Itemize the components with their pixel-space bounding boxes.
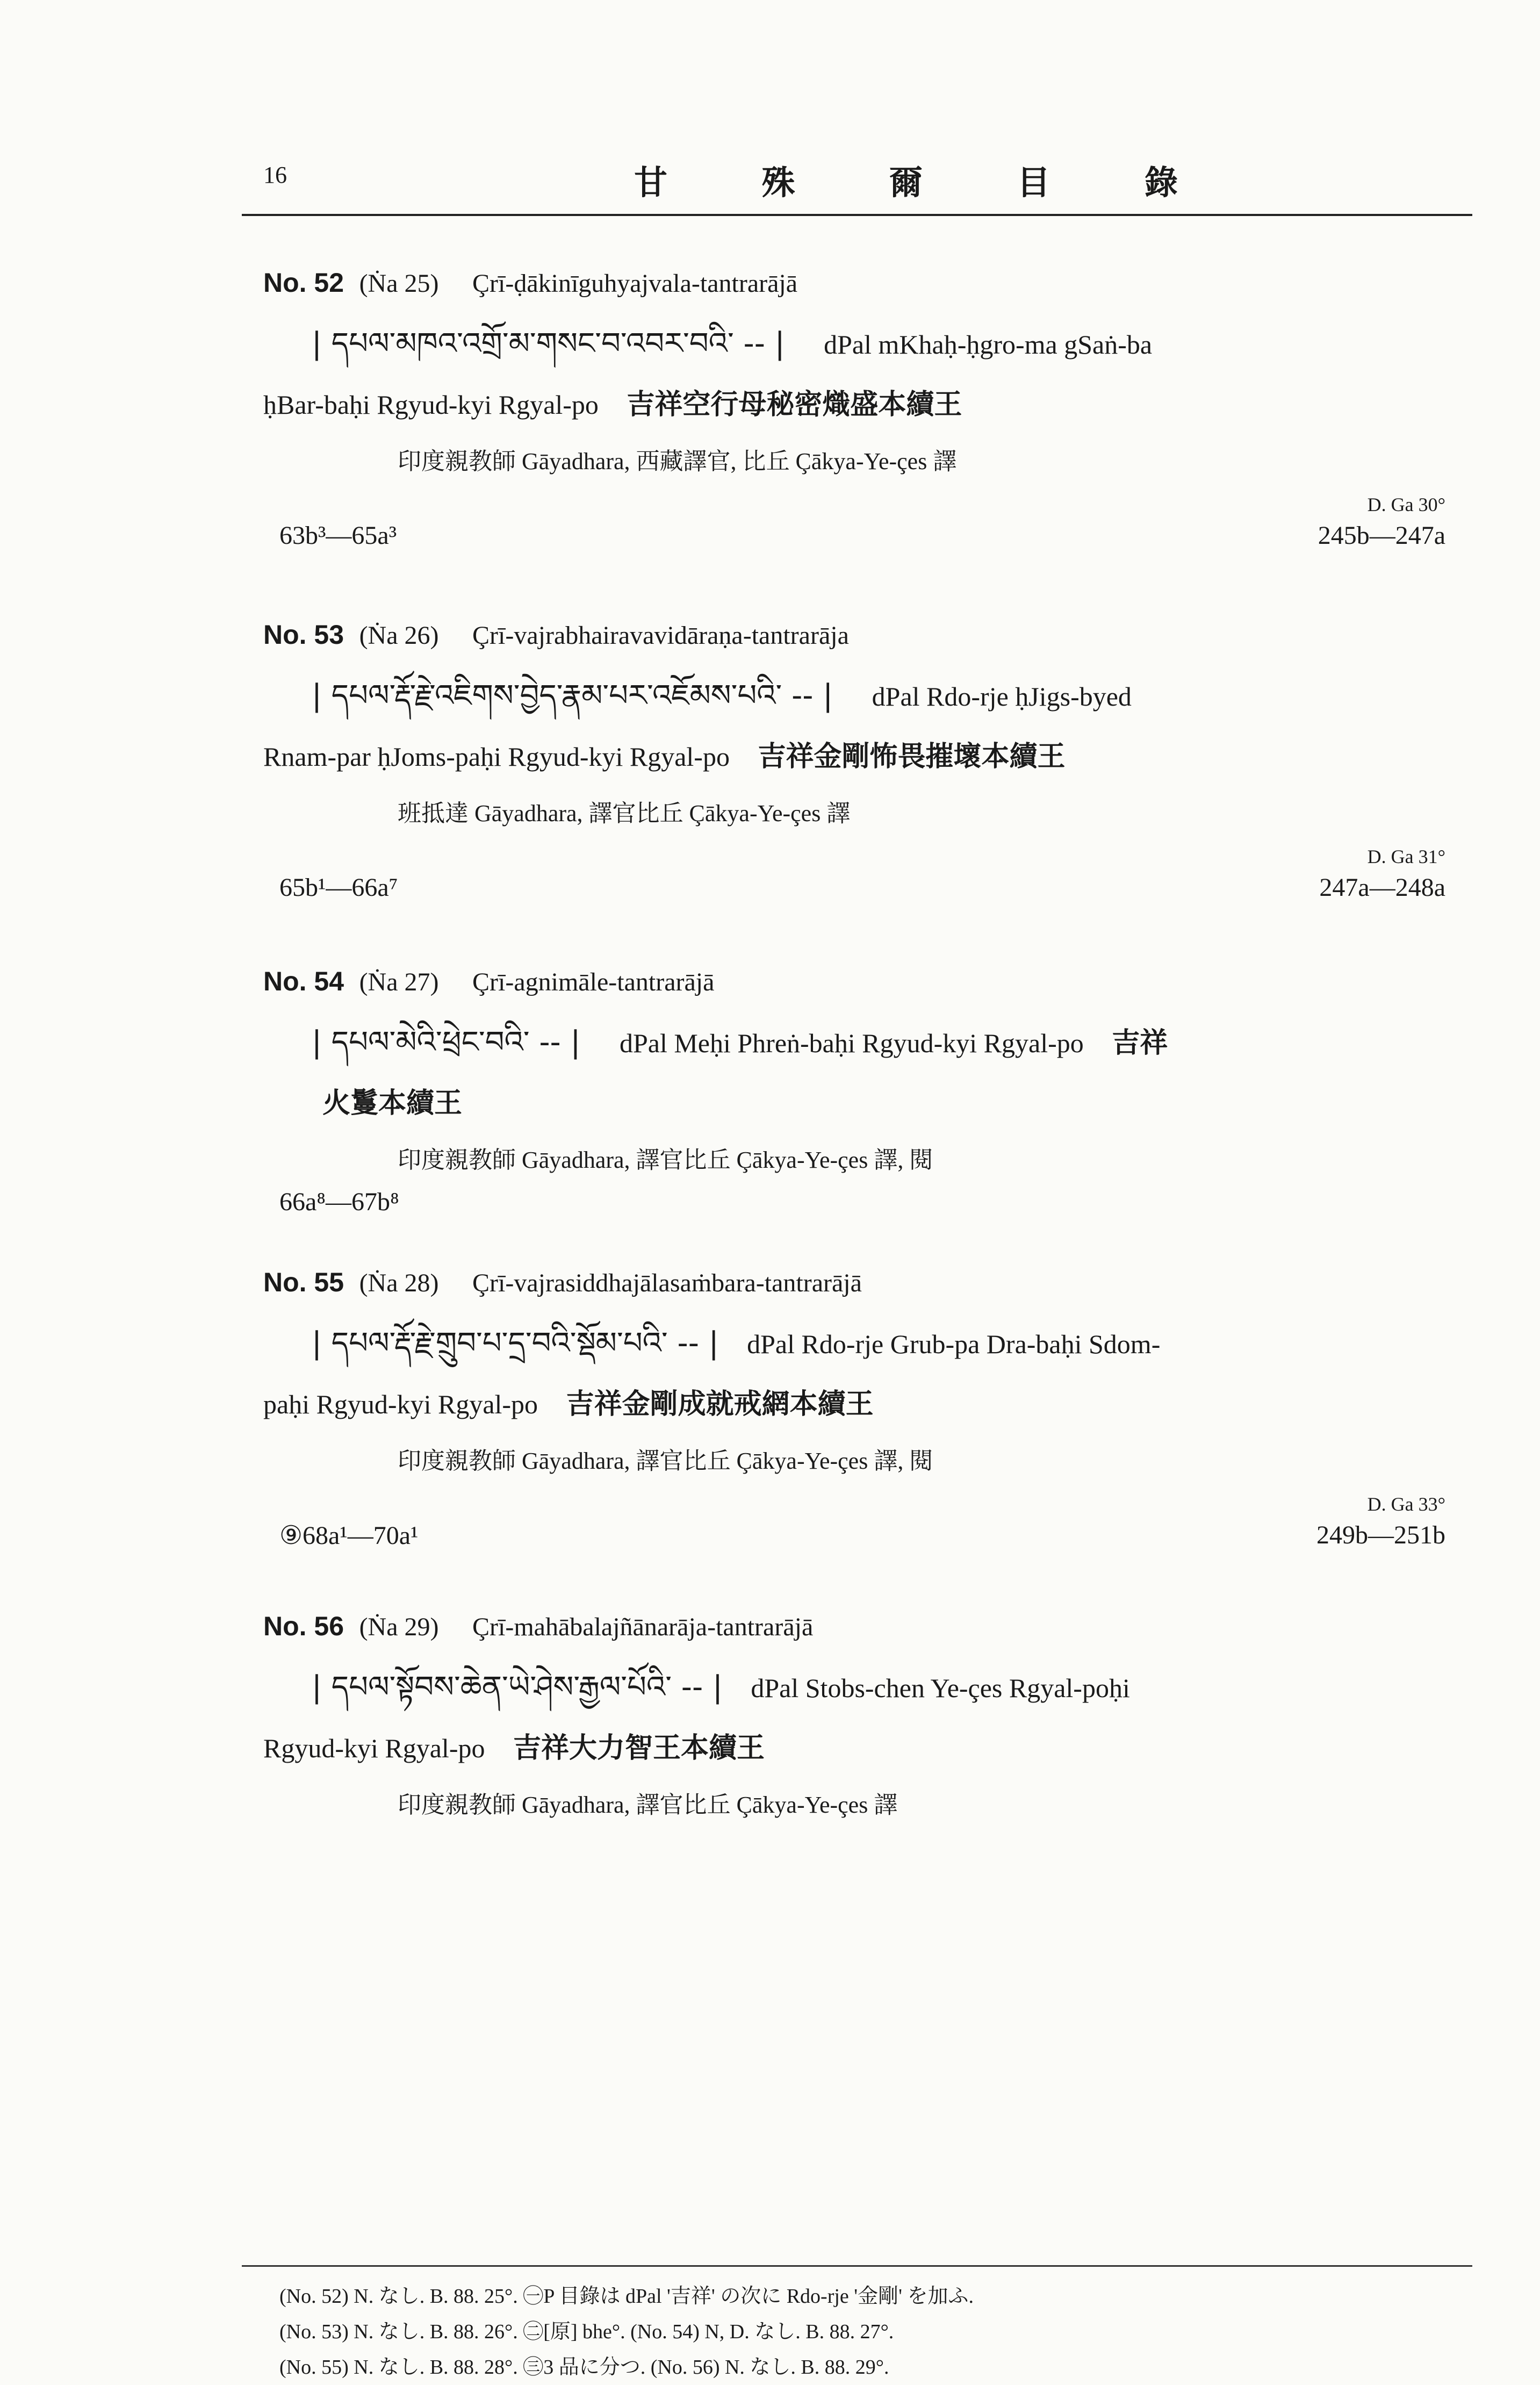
sanskrit-title: Çrī-vajrasiddhajālasaṁbara-tantrarājā <box>472 1269 862 1297</box>
entry-na: (Ṅa 27) <box>359 968 439 996</box>
folio-row <box>263 1187 1445 1235</box>
footnote-line: (No. 52) N. なし. B. 88. 25°. ㊀P 目錄は dPal '吉祥' の次に Rdo-rje '金剛' を加ふ. <box>279 2285 974 2308</box>
folio-right: 249b—251b <box>1316 1521 1445 1549</box>
chinese-title: 吉祥空行母秘密熾盛本續王 <box>627 389 962 421</box>
entry-number: No. 52 <box>263 268 344 298</box>
roman-title: dPal Rdo-rje ḥJigs-byed <box>872 681 1132 712</box>
chinese-title: 吉祥大力智王本續王 <box>513 1732 765 1764</box>
translator-line: 印度親教師 Gāyadhara, 譯官比丘 Çākya-Ye-çes 譯, 閱 <box>398 1448 933 1474</box>
tibetan-title: | དཔལ་སྟོབས་ཆེན་ཡེ་ཤེས་རྒྱལ་པོའི་ -- | <box>312 1670 723 1705</box>
entry-na: (Ṅa 26) <box>359 621 439 650</box>
roman-title: dPal Meḥi Phreṅ-baḥi Rgyud-kyi Rgyal-po <box>619 1028 1084 1058</box>
entry-53 <box>263 605 1445 921</box>
derge-ref: D. Ga 30° <box>1367 494 1445 515</box>
folio-left: 65b¹—66a⁷ <box>279 873 398 902</box>
derge-ref: D. Ga 33° <box>1367 1493 1445 1515</box>
entry-number: No. 53 <box>263 620 344 650</box>
sanskrit-title: Çrī-ḍākinīguhyajvala-tantrarājā <box>472 269 798 298</box>
entry-55 <box>263 1252 1445 1569</box>
derge-ref: D. Ga 31° <box>1367 846 1445 867</box>
entry-na: (Ṅa 29) <box>359 1613 439 1641</box>
chinese-title: 吉祥金剛怖畏摧壞本續王 <box>758 741 1066 773</box>
page-number: 16 <box>263 162 287 188</box>
entry-52 <box>263 253 1445 569</box>
header-rule <box>242 214 1472 216</box>
roman-title: dPal Rdo-rje Grub-pa Dra-baḥi Sdom- <box>747 1329 1161 1359</box>
tibetan-title: | དཔལ་རྡོ་རྗེ་འཇིགས་བྱེད་རྣམ་པར་འཇོམས་པའི་ -- | <box>312 678 833 713</box>
folio-right: 245b—247a <box>1318 521 1445 550</box>
footnotes <box>279 2279 1462 2385</box>
folio-left: 63b³—65a³ <box>279 521 397 550</box>
entry-na: (Ṅa 28) <box>359 1269 439 1297</box>
folio-row <box>263 873 1445 921</box>
translator-line: 班抵達 Gāyadhara, 譯官比丘 Çākya-Ye-çes 譯 <box>398 800 851 827</box>
page-title: 甘 殊 爾 目 錄 <box>634 165 1221 202</box>
chinese-title: 吉祥 <box>1112 1027 1168 1059</box>
folio-left: 66a⁸—67b⁸ <box>279 1188 399 1216</box>
entry-54 <box>263 951 1445 1235</box>
footnote-line: (No. 53) N. なし. B. 88. 26°. ㊁[原] bhe°. (No. 54) N, D. なし. B. 88. 27°. <box>279 2321 894 2343</box>
entry-na: (Ṅa 25) <box>359 269 439 298</box>
translator-line: 印度親教師 Gāyadhara, 譯官比丘 Çākya-Ye-çes 譯, 閱 <box>398 1147 933 1173</box>
chinese-title-cont: 火鬘本續王 <box>322 1087 463 1119</box>
tibetan-title: | དཔལ་མཁའ་འགྲོ་མ་གསང་བ་འབར་བའི་ -- | <box>312 326 785 361</box>
roman-title-cont: ḥBar-baḥi Rgyud-kyi Rgyal-po <box>263 390 599 420</box>
folio-left: ⑨68a¹—70a¹ <box>279 1521 419 1550</box>
folio-row <box>263 521 1445 569</box>
folio-row <box>263 1520 1445 1569</box>
roman-title-cont: Rgyud-kyi Rgyal-po <box>263 1733 485 1763</box>
entry-56 <box>263 1596 1445 1832</box>
sanskrit-title: Çrī-mahābalajñānarāja-tantrarājā <box>472 1613 814 1641</box>
entry-number: No. 54 <box>263 966 344 996</box>
folio-right: 247a—248a <box>1319 873 1445 902</box>
translator-line: 印度親教師 Gāyadhara, 譯官比丘 Çākya-Ye-çes 譯 <box>398 1792 898 1818</box>
sanskrit-title: Çrī-agnimāle-tantrarājā <box>472 968 715 996</box>
roman-title-cont: paḥi Rgyud-kyi Rgyal-po <box>263 1389 538 1419</box>
tibetan-title: | དཔལ་རྡོ་རྗེ་གྲུབ་པ་དྲ་བའི་སྡོམ་པའི་ -- | <box>312 1326 719 1361</box>
roman-title-cont: Rnam-par ḥJoms-paḥi Rgyud-kyi Rgyal-po <box>263 742 730 772</box>
entry-number: No. 56 <box>263 1611 344 1641</box>
roman-title: dPal mKhaḥ-ḥgro-ma gSaṅ-ba <box>824 329 1153 360</box>
roman-title: dPal Stobs-chen Ye-çes Rgyal-poḥi <box>751 1673 1130 1703</box>
footnote-line: (No. 55) N. なし. B. 88. 28°. ㊂3 品に分つ. (No. 56) N. なし. B. 88. 29°. <box>279 2356 889 2379</box>
sanskrit-title: Çrī-vajrabhairavavidāraṇa-tantrarāja <box>472 621 849 650</box>
tibetan-title: | དཔལ་མེའི་ཕྲེང་བའི་ -- | <box>312 1025 581 1060</box>
footnote-rule <box>242 2265 1472 2267</box>
translator-line: 印度親教師 Gāyadhara, 西藏譯官, 比丘 Çākya-Ye-çes 譯 <box>398 448 957 475</box>
entry-number: No. 55 <box>263 1267 344 1297</box>
chinese-title: 吉祥金剛成就戒網本續王 <box>566 1388 874 1420</box>
